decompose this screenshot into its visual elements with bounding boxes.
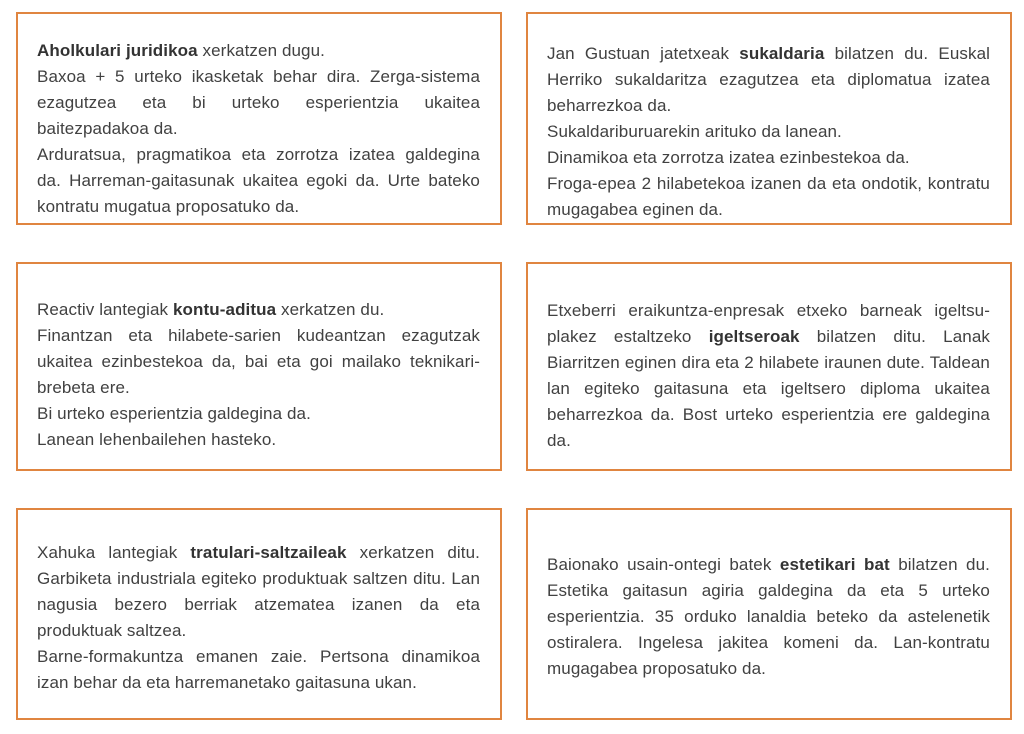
ad-paragraph [547, 552, 990, 682]
ad-text: Dinamikoa eta zorrotza izatea ezinbestekoa da. [547, 148, 910, 167]
ad-paragraph [547, 41, 990, 119]
job-title-highlight: sukaldaria [739, 44, 825, 63]
ad-paragraph [37, 644, 480, 696]
ad-text: Baxoa + 5 urteko ikasketak behar dira. Zerga-sistema ezagutzea eta bi urteko esperientzia ukaitea baitezpadakoa da. [37, 67, 480, 138]
job-ad-sukaldaria [526, 12, 1012, 225]
ad-text: bilatzen du. Euskal Herriko sukaldaritza ezagutzea eta diplomatua izatea beharrezkoa da. [547, 44, 990, 115]
ad-paragraph [37, 297, 480, 323]
ad-paragraph [37, 142, 480, 220]
ad-paragraph [37, 38, 480, 64]
ad-text: Sukaldariburuarekin arituko da lanean. [547, 122, 842, 141]
ad-text: Reactiv lantegiak [37, 300, 173, 319]
job-title-highlight: estetikari bat [779, 555, 890, 574]
ad-paragraph [547, 145, 990, 171]
ad-paragraph [37, 540, 480, 644]
ad-text: Froga-epea 2 hilabetekoa izanen da eta ondotik, kontratu mugagabea eginen da. [547, 174, 990, 219]
job-ad-kontu-aditua [16, 262, 502, 471]
job-ad-tratulari-saltzaileak [16, 508, 502, 720]
ad-paragraph [547, 119, 990, 145]
ad-text: Etxeberri eraikuntza-enpresak etxeko barneak igeltsu-plakez estaltzeko [547, 301, 990, 346]
ad-text: xerkatzen du. [276, 300, 385, 319]
ad-text: Barne-formakuntza emanen zaie. Pertsona dinamikoa izan behar da eta harremanetako gaitasuna ukan. [37, 647, 480, 692]
ad-text: Arduratsua, pragmatikoa eta zorrotza izatea galdegina da. Harreman-gaitasunak ukaitea egoki da. Urte bateko kontratu mugatua proposatuko da. [37, 145, 480, 216]
ad-paragraph [547, 298, 990, 454]
ad-text: Lanean lehenbailehen hasteko. [37, 430, 277, 449]
job-title-highlight: igeltseroak [708, 327, 800, 346]
ad-paragraph [37, 64, 480, 142]
ad-text: Baionako usain-ontegi batek [547, 555, 780, 574]
ad-text: Finantzan eta hilabete-sarien kudeantzan ezagutzak ukaitea ezinbestekoa da, bai eta goi mailako teknikari-brebeta ere. [37, 326, 480, 397]
ad-text: bilatzen du. Estetika gaitasun agiria galdegina da eta 5 urteko esperientzia. 35 orduko lanaldia beteko da astelenetik ostiralera. Ingelesa jakitea komeni da. Lan-kontratu mugagabea proposatuko da. [547, 555, 990, 678]
job-title-highlight: kontu-aditua [172, 300, 277, 319]
job-ad-igeltseroak [526, 262, 1012, 471]
job-title-highlight: Aholkulari juridikoa [37, 41, 198, 60]
job-title-highlight: tratulari-saltzaileak [190, 543, 347, 562]
ad-text: xerkatzen dugu. [197, 41, 325, 60]
job-ad-estetikari-bat [526, 508, 1012, 720]
ad-paragraph [37, 401, 480, 427]
job-ad-aholkulari-juridikoa [16, 12, 502, 225]
ad-text: Jan Gustuan jatetxeak [547, 44, 740, 63]
ad-paragraph [547, 171, 990, 223]
ad-text: bilatzen ditu. Lanak Biarritzen eginen dira eta 2 hilabete iraunen dute. Taldean lan egiteko gaitasuna eta igeltsero diploma ukaitea beharrezkoa da. Bost urteko esperientzia ere galdegina da. [547, 327, 990, 450]
ad-paragraph [37, 323, 480, 401]
ad-text: Xahuka lantegiak [37, 543, 191, 562]
ad-text: Bi urteko esperientzia galdegina da. [37, 404, 311, 423]
job-ads-grid [16, 12, 1012, 720]
ad-text: xerkatzen ditu. Garbiketa industriala egiteko produktuak saltzen ditu. Lan nagusia bezero berriak atzematea izanen da eta produktuak saltzea. [37, 543, 480, 640]
ad-paragraph [37, 427, 480, 453]
